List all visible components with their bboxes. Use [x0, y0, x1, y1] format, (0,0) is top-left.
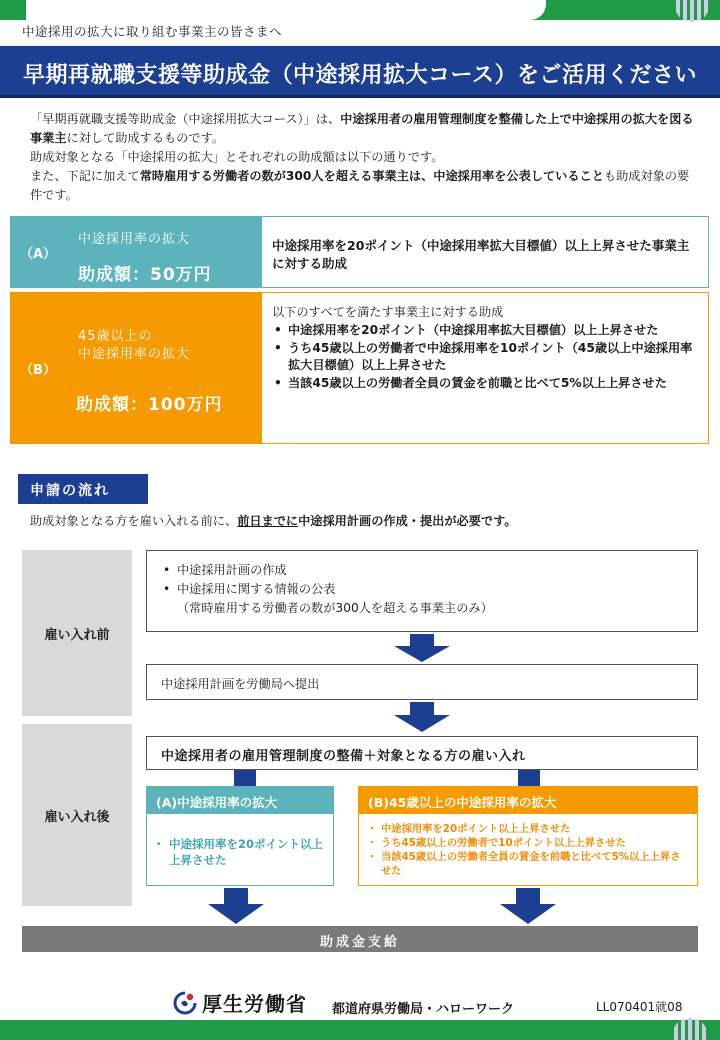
course-a-label: （A） — [10, 216, 66, 288]
tagline: 中途採用の拡大に取り組む事業主の皆さまへ — [22, 24, 283, 39]
intro-text-1c: に対して助成するものです。 — [66, 131, 225, 145]
intro-text-1b: 中途採用者の雇用管理制度を整備した上で中途採用の拡大を図る事業主 — [30, 112, 694, 145]
phase-after-hiring: 雇い入れ後 — [22, 724, 132, 906]
offices-name: 都道府県労働局・ハローワーク — [332, 1002, 515, 1017]
intro-text-3a: また、下記に加えて — [30, 169, 140, 183]
step-plan-list — [161, 561, 493, 618]
title-bar — [0, 46, 720, 98]
down-arrow-icon — [206, 888, 266, 924]
bottom-green-band — [0, 1020, 720, 1040]
course-b-conditions — [272, 322, 698, 392]
page-title: 早期再就職支援等助成金（中途採用拡大コース）をご活用ください — [23, 63, 697, 88]
course-b-name-line2: 中途採用率の拡大 — [78, 347, 191, 362]
course-a-name: 中途採用率の拡大 — [78, 232, 191, 247]
flow-lead-c: 中途採用計画の作成・提出が必要です。 — [298, 514, 517, 528]
flow-lead — [30, 512, 517, 529]
flow-section-title: 申請の流れ — [18, 474, 148, 504]
outcome-b-box — [358, 814, 698, 886]
ministry-emblem-icon — [172, 990, 198, 1016]
course-b-condition: • うち45歳以上の労働者で中途採用率を10ポイント（45歳以上中途採用率拡大目標値）以上上昇させた — [272, 340, 698, 375]
step-plan-item: • 中途採用計画の作成 — [161, 561, 493, 580]
outcome-a-title: (A)中途採用率の拡大 — [146, 786, 334, 814]
course-b-lead: 以下のすべてを満たす事業主に対する助成 — [272, 305, 504, 319]
flow-lead-deadline: 前日までに — [237, 514, 299, 528]
phase-before-hiring: 雇い入れ前 — [22, 550, 132, 716]
course-b-header — [66, 292, 262, 444]
document-code: LL070401就08 — [596, 1000, 683, 1014]
step-plan-item: • 中途採用に関する情報の公表 — [161, 580, 493, 599]
course-a-description: 中途採用率を20ポイント（中途採用率拡大目標値）以上上昇させた事業主に対する助成 — [272, 238, 690, 271]
course-b-label: （B） — [10, 292, 66, 444]
step-plan-note: （常時雇用する労働者の数が300人を超える事業主のみ） — [177, 601, 493, 615]
step-plan-box — [146, 550, 698, 632]
intro-paragraph-2: 助成対象となる「中途採用の拡大」とそれぞれの助成額は以下の通りです。 — [30, 150, 444, 164]
step-hire-box: 中途採用者の雇用管理制度の整備＋対象となる方の雇い入れ — [146, 736, 698, 770]
intro-text-3c: も助成対象の要件です。 — [30, 169, 690, 202]
course-b-name — [78, 328, 190, 364]
intro-text-3b: 常時雇用する労働者の数が300人を超える事業主は、中途採用率を公表していること — [139, 169, 604, 183]
course-b-amount: 助成額：100万円 — [76, 395, 223, 415]
outcome-b-title: (B)45歳以上の中途採用率の拡大 — [358, 786, 698, 814]
top-white-tab — [26, 0, 546, 20]
outcome-a-box — [146, 814, 334, 886]
outcome-b-list — [369, 822, 689, 878]
outcome-a-text: ・ 中途採用率を20ポイント以上上昇させた — [169, 836, 325, 868]
course-a-header — [66, 216, 262, 288]
step-submit-box: 中途採用計画を労働局へ提出 — [146, 664, 698, 700]
course-a-description-box — [262, 216, 709, 288]
down-arrow-icon — [392, 702, 452, 732]
ministry-name: 厚生労働省 — [202, 992, 307, 1016]
course-b-name-line1: 45歳以上の — [78, 329, 153, 344]
course-a-amount: 助成額：50万円 — [78, 265, 212, 285]
down-arrow-icon — [498, 888, 558, 924]
outcome-b-item: ・ うち45歳以上の労働者で10ポイント以上上昇させた — [369, 836, 689, 850]
intro-paragraph-3 — [30, 167, 700, 205]
course-b-condition: • 中途採用率を20ポイント（中途採用率拡大目標値）以上上昇させた — [272, 322, 698, 340]
course-b-description-box — [262, 292, 709, 444]
payment-bar: 助成金支給 — [22, 926, 698, 952]
outcome-b-item: ・ 中途採用率を20ポイント以上上昇させた — [369, 822, 689, 836]
intro-paragraph-1 — [30, 110, 700, 148]
flow-lead-a: 助成対象となる方を雇い入れる前に、 — [30, 514, 238, 528]
course-b-condition: • 当該45歳以上の労働者全員の賃金を前職と比べて5%以上上昇させた — [272, 375, 698, 393]
intro-text-1a: 「早期再就職支援等助成金（中途採用拡大コース）」は、 — [30, 112, 341, 126]
down-arrow-icon — [392, 634, 452, 662]
outcome-b-item: ・ 当該45歳以上の労働者全員の賃金を前職と比べて5%以上上昇させた — [369, 850, 689, 878]
ministry-logo — [172, 988, 307, 1017]
intro-text — [30, 110, 700, 205]
